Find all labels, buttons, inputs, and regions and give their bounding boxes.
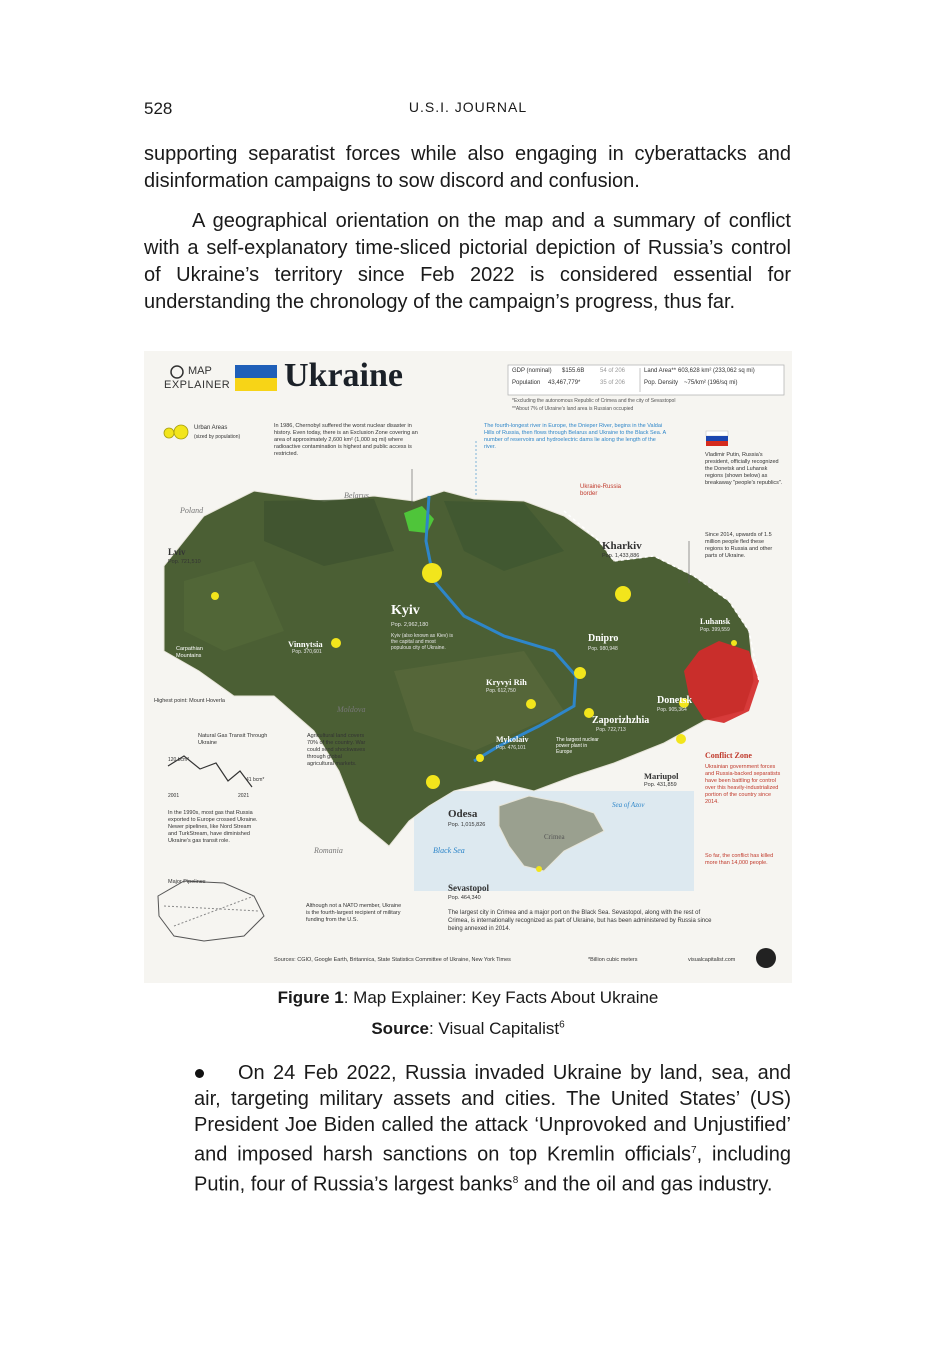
city-pop-odesa: Pop. 1,015,826 — [448, 822, 486, 828]
city-pop-kryvyi-rih: Pop. 612,750 — [486, 688, 516, 694]
city-name-luhansk: Luhansk — [700, 617, 731, 626]
conflict-deaths: So far, the conflict has killed more than 14,000 people. — [705, 853, 774, 866]
city-marker-kryvyi-rih — [526, 699, 536, 709]
city-marker-lviv — [211, 592, 219, 600]
brand-top: MAP — [188, 365, 212, 377]
vc-logo — [756, 948, 776, 968]
russia-flag-blue — [706, 436, 728, 441]
stat-gdp-rank: 54 of 206 — [600, 368, 626, 374]
brand-icon — [171, 366, 183, 378]
caption-label: Figure 1 — [277, 988, 344, 1007]
conflict-title: Conflict Zone — [705, 751, 752, 760]
gas-end-value: 41 bcm* — [246, 777, 265, 783]
nato-note: Although not a NATO member, Ukraine is the fourth-largest recipient of military funding from the U.S. — [306, 903, 402, 923]
ukraine-map-figure — [144, 351, 792, 983]
city-marker-odesa — [426, 775, 440, 789]
caption-text: : Map Explainer: Key Facts About Ukraine — [343, 988, 659, 1007]
highest-point-label: Highest point: Mount Hoverla — [154, 698, 225, 704]
gas-end-year: 2021 — [238, 793, 250, 799]
bullet-paragraph — [194, 1060, 791, 1197]
country-romania: Romania — [314, 846, 343, 855]
running-head: U.S.I. JOURNAL — [408, 99, 528, 115]
city-pop-kharkiv: Pop. 1,433,886 — [602, 553, 640, 559]
city-pop-luhansk: Pop. 399,559 — [700, 627, 730, 633]
figure-source — [0, 1019, 936, 1039]
bullet-text-1: On 24 Feb 2022, Russia invaded Ukraine by land, sea, and air, targeting military assets and cities. The United States’ (US) President Joe Biden called the attack ‘Unprovoked and Unjustified’ and imposed harsh sanctions on top Kremlin officials — [194, 1062, 791, 1166]
city-marker-mykolaiv — [476, 754, 484, 762]
stat-gdp-value: $155.6B — [562, 368, 585, 374]
sea-azov: Sea of Azov — [612, 801, 645, 809]
figure-title: Ukraine — [284, 357, 403, 394]
source-footnote-ref: 6 — [559, 1019, 565, 1031]
russia-flag-white — [706, 431, 728, 436]
city-name-sevastopol: Sevastopol — [448, 883, 490, 893]
stat-area-label: Land Area** — [644, 368, 677, 374]
footnote-ref-8: 8 — [512, 1174, 519, 1186]
legend-circle-small — [164, 428, 174, 438]
city-name-kryvyi-rih: Kryvyi Rih — [486, 677, 527, 687]
country-moldova: Moldova — [337, 705, 366, 714]
refugee-note: Since 2014, upwards of 1.5 million people fled these regions to Russia and other parts of Ukraine. — [705, 532, 773, 559]
city-pop-mariupol: Pop. 431,859 — [644, 782, 677, 788]
page-number: 528 — [144, 99, 173, 118]
figure-footnote: *Billion cubic meters — [588, 957, 638, 963]
border-label: Ukraine-Russia border — [580, 484, 622, 497]
country-poland: Poland — [180, 506, 204, 515]
figure-sources: Sources: CGIO, Google Earth, Britannica, State Statistics Committee of Ukraine, New York Times — [274, 957, 511, 963]
paragraph-2: A geographical orientation on the map and a summary of conflict with a self-explanatory time-sliced pictorial depiction of Russia’s control of Ukraine’s territory since Feb 2022 is considered essential for understanding the chronology of the campaign’s progress, thus far. — [144, 210, 791, 313]
gas-note: In the 1990s, most gas that Russia exported to Europe crossed Ukraine. Newer pipelines, like Nord Stream and TurkStream, have diminished Ukraine's gas transit role. — [168, 810, 258, 844]
conflict-note: Ukrainian government forces and Russia-backed separatists have been battling for control over this heavily-industrialized portion of the country since 2014. — [705, 764, 781, 805]
bullet-text-3: and the oil and gas industry. — [518, 1173, 773, 1196]
city-marker-sevastopol — [536, 866, 542, 872]
stat-pop-value: 43,467,779* — [548, 380, 581, 386]
brand-bottom: EXPLAINER — [164, 379, 231, 391]
stat-note-2: **About 7% of Ukraine's land area is Russian occupied — [512, 406, 634, 412]
chernobyl-note: In 1986, Chernobyl suffered the worst nuclear disaster in history. Even today, there is an Exclusion Zone covering an area of approximately 2,600 km² (1,000 sq mi) where radioactive contamination is highest and public access is restricted. — [274, 423, 418, 457]
carpathian-label: Carpathian Mountains — [176, 646, 203, 659]
agri-note: Agricultural land covers 70% of the country. War could send shockwaves through global agricultural markets. — [307, 733, 366, 767]
city-name-odesa: Odesa — [448, 808, 478, 820]
stat-note-1: *Excluding the autonomous Republic of Crimea and the city of Sevastopol — [512, 398, 676, 404]
city-marker-dnipro — [574, 667, 586, 679]
paragraph-1: supporting separatist forces while also engaging in cyberattacks and disinformation campaigns to sow discord and confusion. — [144, 143, 791, 192]
city-name-zaporizhzhia: Zaporizhzhia — [592, 715, 650, 726]
city-pop-mykolaiv: Pop. 476,101 — [496, 745, 526, 751]
gas-start-value: 120 bcm* — [168, 757, 190, 763]
legend-subtitle: (sized by population) — [194, 434, 241, 440]
city-name-mariupol: Mariupol — [644, 771, 679, 781]
russia-flag-red — [706, 441, 728, 446]
city-name-donetsk: Donetsk — [657, 695, 693, 706]
city-marker-kharkiv — [615, 586, 631, 602]
stat-density-label: Pop. Density — [644, 380, 679, 386]
pipelines-mini-map — [158, 881, 264, 941]
dnieper-note: The fourth-longest river in Europe, the Dnieper River, begins in the Valdai Hills of Russia, then flows through Belarus and Ukraine to the Black Sea. A number of reservoirs and hydroelectric dams lie along the length of the river. — [484, 423, 666, 450]
stat-area-value: 603,628 km² (233,062 sq mi) — [678, 368, 755, 374]
flag-yellow-stripe — [235, 378, 277, 391]
legend-circle-large — [174, 425, 188, 439]
city-marker-kyiv — [422, 563, 442, 583]
city-name-lviv: Lviv — [168, 547, 186, 557]
city-pop-dnipro: Pop. 980,948 — [588, 646, 618, 652]
city-marker-mariupol — [676, 734, 686, 744]
city-pop-donetsk: Pop. 905,364 — [657, 707, 687, 713]
sea-black: Black Sea — [433, 846, 465, 855]
city-marker-luhansk — [731, 640, 737, 646]
source-label: Source — [371, 1019, 429, 1038]
source-text: : Visual Capitalist — [428, 1019, 560, 1038]
city-name-kharkiv: Kharkiv — [602, 540, 642, 552]
city-name-dnipro: Dnipro — [588, 633, 619, 644]
city-pop-lviv: Pop. 721,510 — [168, 559, 201, 565]
gas-title: Natural Gas Transit Through Ukraine — [198, 733, 268, 746]
stat-pop-rank: 35 of 206 — [600, 380, 626, 386]
stat-density-value: ~75/km² (196/sq mi) — [684, 380, 738, 386]
country-belarus: Belarus — [344, 491, 369, 500]
figure-caption — [0, 988, 936, 1008]
pipelines-lines — [164, 896, 259, 926]
pipelines-label: Major Pipelines — [168, 879, 206, 885]
nuclear-note: The largest nuclear power plant in Europe — [556, 737, 599, 755]
putin-note: Vladimir Putin, Russia's president, officially recognized the Donetsk and Luhansk regions (shown below) as breakaway "people's republics". — [705, 452, 783, 486]
city-marker-vinnytsia — [331, 638, 341, 648]
city-pop-zaporizhzhia: Pop. 722,713 — [596, 727, 626, 733]
stat-pop-label: Population — [512, 380, 541, 386]
figure-website: visualcapitalist.com — [688, 957, 736, 963]
city-name-kyiv: Kyiv — [391, 603, 420, 618]
city-pop-vinnytsia: Pop. 370,601 — [292, 649, 322, 655]
footnote-ref-7: 7 — [691, 1145, 697, 1156]
kyiv-note: Kyiv (also known as Kiev) is the capital and most populous city of Ukraine. — [391, 633, 453, 651]
legend-title: Urban Areas — [194, 425, 228, 431]
sevastopol-note: The largest city in Crimea and a major port on the Black Sea. Sevastopol, along with the rest of Crimea, is internationally recognized as part of Ukraine, but has been administered by Russia since being annexed in 2014. — [448, 910, 712, 932]
crimea-label: Crimea — [544, 833, 565, 841]
city-pop-kyiv: Pop. 2,962,180 — [391, 622, 429, 628]
city-name-vinnytsia: Vinnytsia — [288, 639, 323, 649]
stat-gdp-label: GDP (nominal) — [512, 368, 552, 374]
city-name-mykolaiv: Mykolaiv — [496, 735, 529, 744]
gas-start-year: 2001 — [168, 793, 180, 799]
city-pop-sevastopol: Pop. 464,340 — [448, 895, 481, 901]
flag-blue-stripe — [235, 365, 277, 378]
bullet-text-2: , including Putin, four of Russia’s largest banks — [194, 1143, 791, 1196]
